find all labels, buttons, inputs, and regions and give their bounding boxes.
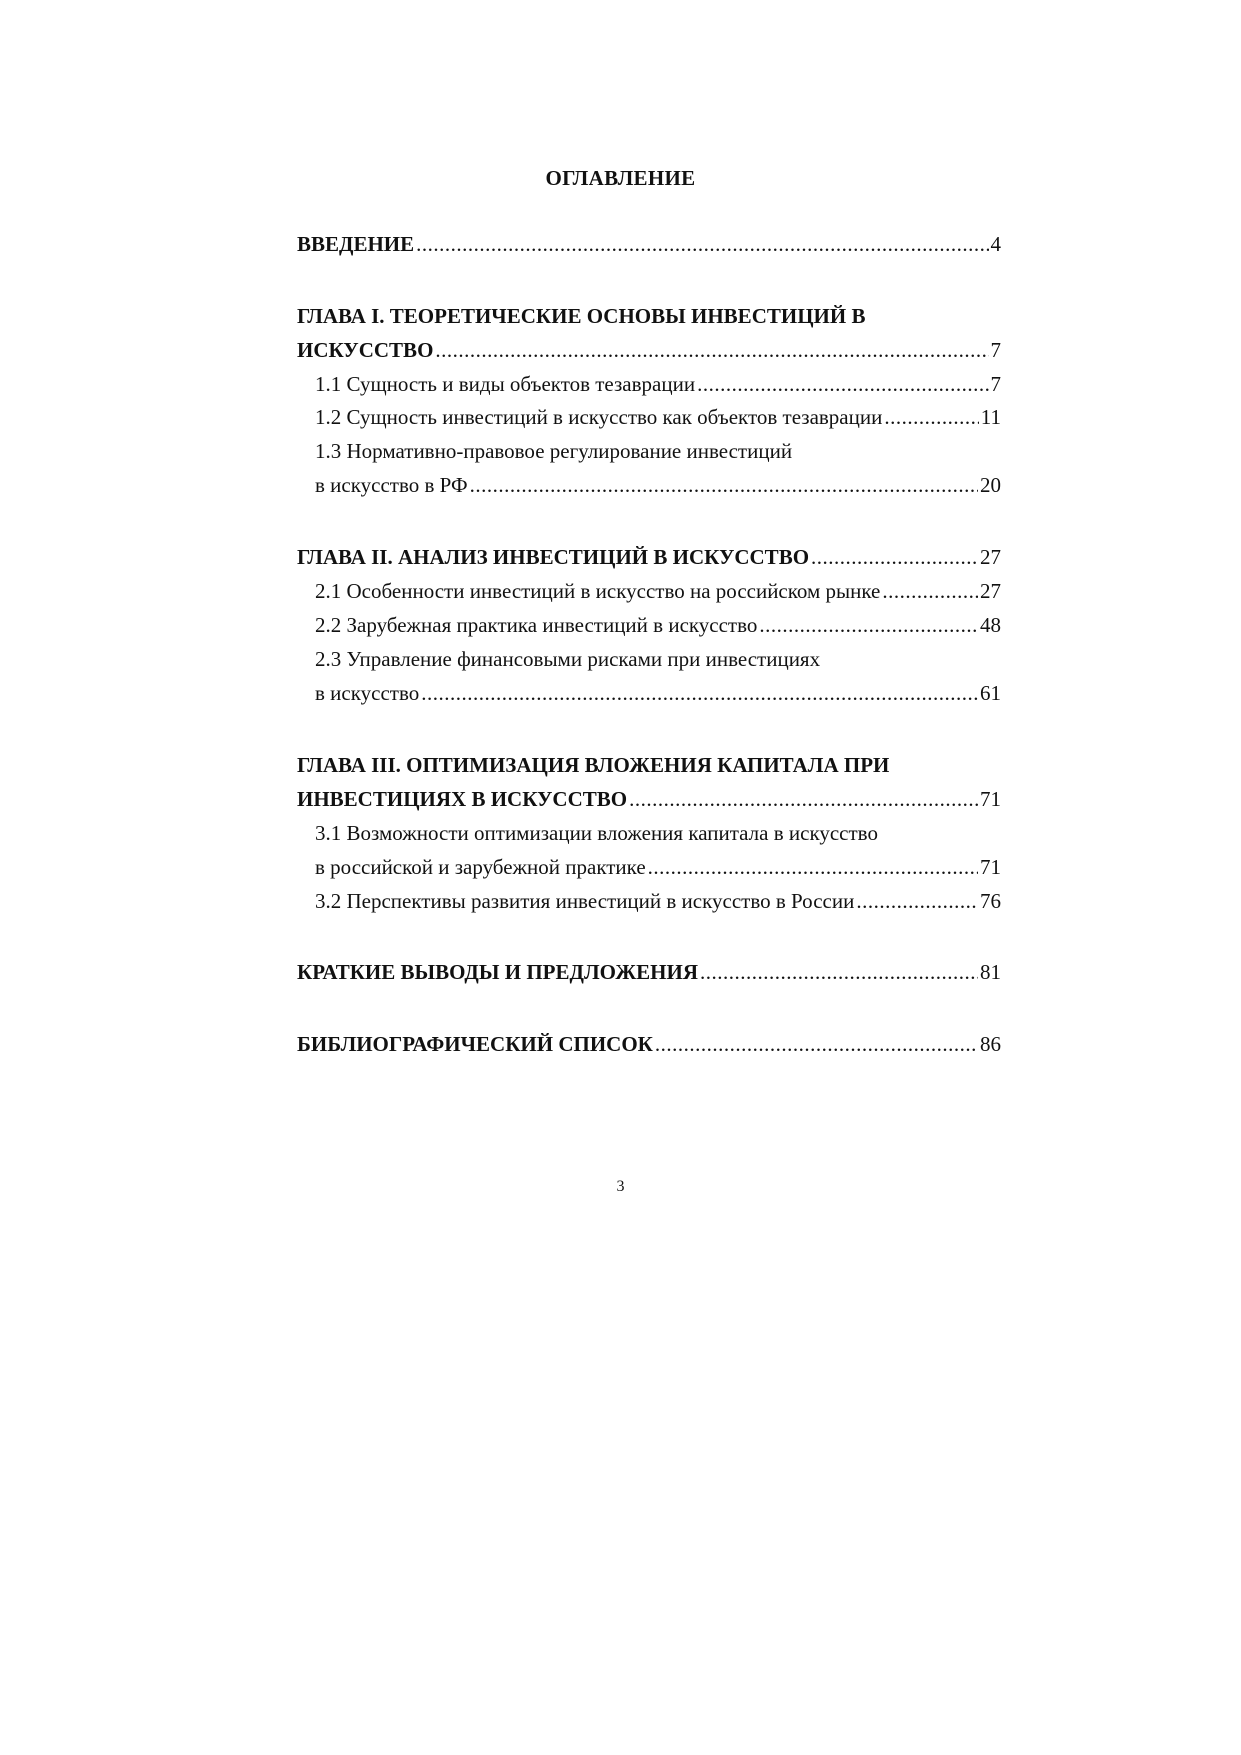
toc-entry-page: 7: [990, 372, 1001, 396]
dot-leader: [470, 470, 978, 500]
toc-entry-label: в искусство: [315, 681, 420, 705]
toc-chapter-1-title-line2[interactable]: [297, 335, 1001, 365]
page-title: ОГЛАВЛЕНИЕ: [545, 166, 696, 190]
toc-entry-label: 1.3 Нормативно-правовое регулирование инвестиций: [315, 439, 793, 463]
toc-entry-page: 27: [980, 579, 1001, 603]
toc-entry-intro[interactable]: [297, 229, 1001, 259]
toc-section-2-3-line2[interactable]: [315, 678, 1001, 708]
toc-entry-label: 2.1 Особенности инвестиций в искусство на российском рынке: [315, 579, 881, 603]
toc-entry-label: ВВЕДЕНИЕ: [297, 232, 415, 256]
toc-section-1-2[interactable]: [315, 402, 1001, 432]
dot-leader: [700, 957, 978, 987]
dot-leader: [811, 542, 978, 572]
toc-entry-page: 4: [990, 232, 1001, 256]
toc-entry-page: 48: [980, 613, 1001, 637]
toc-entry-page: 61: [980, 681, 1001, 705]
toc-section-2-1[interactable]: [315, 576, 1001, 606]
toc-chapter-1-title-line1[interactable]: [297, 301, 1001, 331]
toc-chapter-3-title-line1[interactable]: [297, 750, 1001, 780]
toc-entry-label: КРАТКИЕ ВЫВОДЫ И ПРЕДЛОЖЕНИЯ: [297, 960, 699, 984]
toc-entry-label: в искусство в РФ: [315, 473, 468, 497]
toc-entry-page: 86: [980, 1032, 1001, 1056]
dot-leader: [884, 402, 978, 432]
toc-entry-label: ГЛАВА II. АНАЛИЗ ИНВЕСТИЦИЙ В ИСКУССТВО: [297, 545, 810, 569]
page-number: 3: [616, 1178, 625, 1195]
toc-entry-label: 1.2 Сущность инвестиций в искусство как объектов тезаврации: [315, 405, 883, 429]
toc-entry-label: ИСКУССТВО: [297, 338, 434, 362]
toc-entry-page: 81: [980, 960, 1001, 984]
toc-entry-label: 3.2 Перспективы развития инвестиций в искусство в России: [315, 889, 855, 913]
toc-entry-page: 71: [980, 855, 1001, 879]
toc-entry-conclusions[interactable]: [297, 957, 1001, 987]
dot-leader: [629, 784, 978, 814]
toc-entry-label: ГЛАВА I. ТЕОРЕТИЧЕСКИЕ ОСНОВЫ ИНВЕСТИЦИЙ В: [297, 304, 866, 328]
toc-entry-page: 7: [990, 338, 1001, 362]
dot-leader: [759, 610, 978, 640]
toc-entry-label: в российской и зарубежной практике: [315, 855, 646, 879]
toc-section-3-2[interactable]: [315, 886, 1001, 916]
toc-section-1-3-line1[interactable]: [315, 436, 1001, 466]
dot-leader: [856, 886, 978, 916]
toc-entry-label: ГЛАВА III. ОПТИМИЗАЦИЯ ВЛОЖЕНИЯ КАПИТАЛА ПРИ: [297, 753, 890, 777]
toc-section-3-1-line1[interactable]: [315, 818, 1001, 848]
toc-entry-page: 20: [980, 473, 1001, 497]
toc-entry-label: БИБЛИОГРАФИЧЕСКИЙ СПИСОК: [297, 1032, 653, 1056]
dot-leader: [648, 852, 978, 882]
dot-leader: [697, 369, 988, 399]
toc-section-1-3-line2[interactable]: [315, 470, 1001, 500]
dot-leader: [882, 576, 978, 606]
dot-leader: [435, 335, 988, 365]
dot-leader: [416, 229, 988, 259]
toc-entry-page: 71: [980, 787, 1001, 811]
toc-entry-label: ИНВЕСТИЦИЯХ В ИСКУССТВО: [297, 787, 628, 811]
toc-chapter-2[interactable]: [297, 542, 1001, 572]
toc-section-2-3-line1[interactable]: [315, 644, 1001, 674]
dot-leader: [421, 678, 978, 708]
toc-entry-label: 2.3 Управление финансовыми рисками при инвестициях: [315, 647, 821, 671]
toc-entry-label: 1.1 Сущность и виды объектов тезаврации: [315, 372, 696, 396]
toc-section-2-2[interactable]: [315, 610, 1001, 640]
toc-section-3-1-line2[interactable]: [315, 852, 1001, 882]
toc-entry-page: 27: [980, 545, 1001, 569]
toc-entry-page: 11: [980, 405, 1001, 429]
toc-entry-label: 3.1 Возможности оптимизации вложения капитала в искусство: [315, 821, 878, 845]
dot-leader: [655, 1029, 978, 1059]
toc-entry-page: 76: [980, 889, 1001, 913]
toc-section-1-1[interactable]: [315, 369, 1001, 399]
toc-entry-label: 2.2 Зарубежная практика инвестиций в искусство: [315, 613, 758, 637]
toc-entry-bibliography[interactable]: [297, 1029, 1001, 1059]
toc-chapter-3-title-line2[interactable]: [297, 784, 1001, 814]
